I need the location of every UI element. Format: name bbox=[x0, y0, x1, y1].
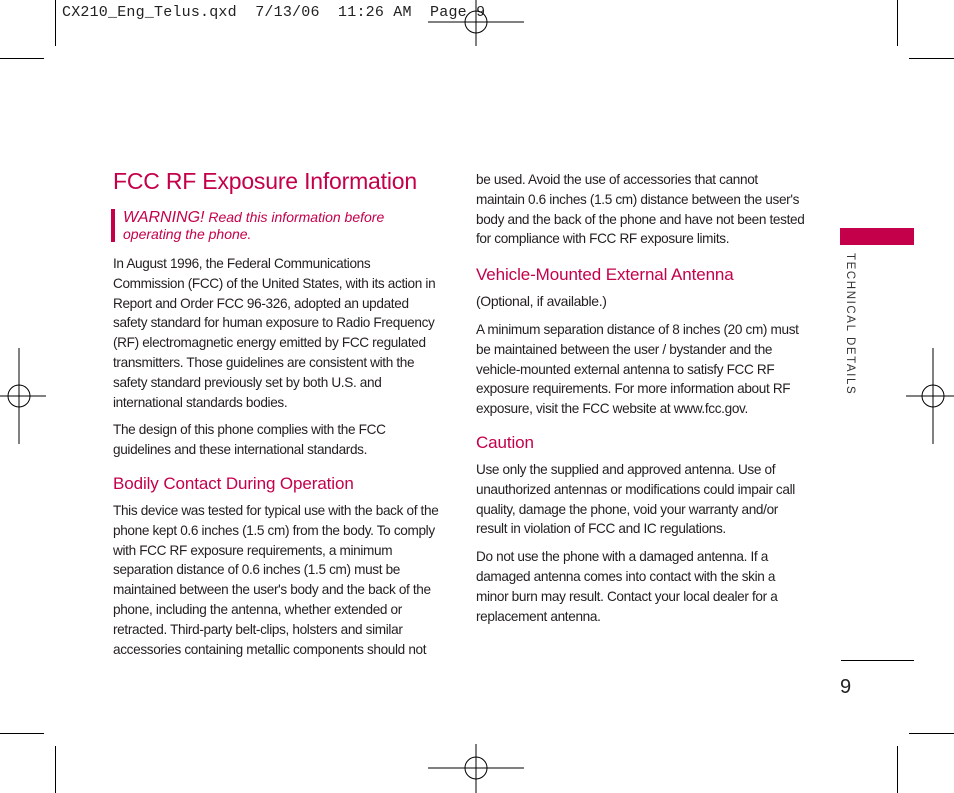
crop-mark bbox=[0, 733, 44, 734]
vehicle-antenna-paragraph: A minimum separation distance of 8 inches (20 cm) must be maintained between the user / bystander and the vehicle-mounted external antenna to satisfy FCC RF exposure requirements. For more information about RF exposure, visit the FCC website at www.fcc.gov. bbox=[476, 321, 799, 417]
folio-rule bbox=[841, 660, 914, 661]
page-title: FCC RF Exposure Information bbox=[113, 168, 417, 194]
bodily-contact-paragraph: This device was tested for typical use with the back of the phone kept 0.6 inches (1.5 cm) from the body. To comply with FCC RF exposure requirements, a minimum separation distance of 0.6 inches (1.5 cm) must be maintained between the user's body and the back of the phone, including the antenna, whether extended or retracted. Third-party belt-clips, holsters and similar accessories containing metallic components should not bbox=[113, 502, 439, 657]
crop-mark bbox=[897, 0, 898, 46]
registration-mark-bottom bbox=[428, 744, 524, 793]
registration-mark-left bbox=[0, 348, 46, 444]
crop-mark bbox=[55, 746, 56, 793]
registration-mark-top bbox=[428, 0, 524, 46]
bodily-contact-heading: Bodily Contact During Operation bbox=[113, 473, 354, 493]
section-tab-label: TECHNICAL DETAILS bbox=[844, 253, 856, 396]
crop-mark bbox=[55, 0, 56, 46]
warning-label: WARNING! bbox=[123, 209, 205, 226]
vehicle-antenna-heading: Vehicle-Mounted External Antenna bbox=[476, 265, 734, 285]
left-column bbox=[113, 168, 443, 667]
crop-mark bbox=[0, 58, 44, 59]
registration-mark-right bbox=[906, 348, 954, 444]
page-number: 9 bbox=[840, 676, 852, 698]
right-column bbox=[476, 170, 806, 634]
caution-paragraph: Use only the supplied and approved antenna. Use of unauthorized antennas or modifications could impair call quality, damage the phone, void your warranty and/or result in violation of FCC and IC regulations. bbox=[476, 461, 795, 537]
intro-paragraph: The design of this phone complies with the FCC guidelines and these international standards. bbox=[113, 422, 386, 458]
warning-callout bbox=[111, 209, 443, 242]
crop-mark bbox=[897, 746, 898, 793]
vehicle-optional-note: (Optional, if available.) bbox=[476, 293, 607, 310]
continued-paragraph: be used. Avoid the use of accessories that cannot maintain 0.6 inches (1.5 cm) distance between the user's body and the back of the phone and have not been tested for compliance with FCC RF exposure limits. bbox=[476, 172, 805, 247]
caution-paragraph: Do not use the phone with a damaged antenna. If a damaged antenna comes into contact with the skin a minor burn may result. Contact your local dealer for a replacement antenna. bbox=[476, 549, 778, 624]
warning-text: Read this information before operating the phone. bbox=[123, 209, 385, 242]
print-slug-line: CX210_Eng_Telus.qxd 7/13/06 11:26 AM Page 9 bbox=[62, 4, 486, 21]
crop-mark bbox=[909, 58, 954, 59]
caution-heading: Caution bbox=[476, 432, 534, 452]
intro-paragraph: In August 1996, the Federal Communications Commission (FCC) of the United States, with its action in Report and Order FCC 96-326, adopted an updated safety standard for human exposure to Radio Frequency (RF) electromagnetic energy emitted by FCC regulated transmitters. Those guidelines are consistent with the safety standard previously set by both U.S. and international standards bodies. bbox=[113, 256, 436, 410]
crop-mark bbox=[909, 733, 954, 734]
section-tab-bar bbox=[840, 228, 914, 245]
